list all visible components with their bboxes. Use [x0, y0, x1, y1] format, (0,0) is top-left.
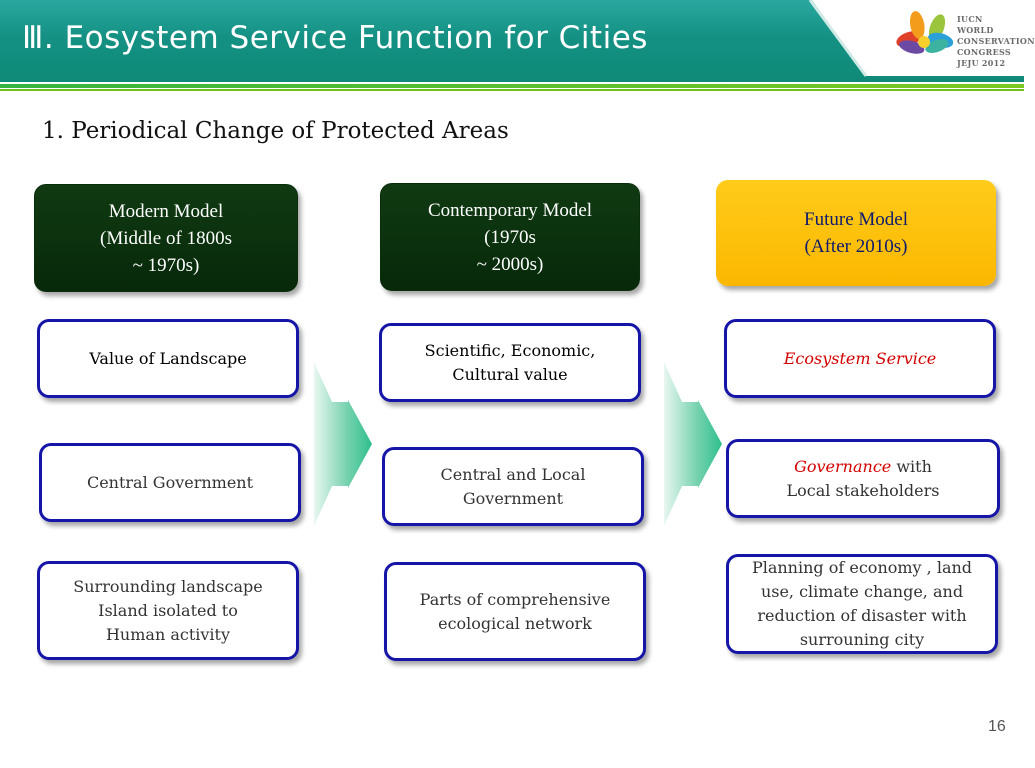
logo-line-iucn: IUCN	[957, 14, 983, 24]
arrow-right-icon	[662, 360, 724, 528]
modern-item-landscape-line2: Island isolated to	[98, 600, 238, 620]
logo-line-congress: CONGRESS	[957, 47, 1012, 57]
contemporary-item-governance-line1: Central and Local	[440, 464, 586, 484]
future-model-box	[716, 180, 996, 286]
contemporary-item-value-line2: Cultural value	[452, 364, 568, 384]
modern-item-landscape	[37, 561, 299, 660]
header-divider-thin	[0, 89, 1024, 91]
contemporary-item-network-line1: Parts of comprehensive	[419, 589, 611, 609]
modern-model-box	[34, 184, 298, 292]
modern-item-value	[37, 319, 299, 398]
modern-model-period-end: ~ 1970s)	[132, 254, 200, 276]
contemporary-item-value-line1: Scientific, Economic,	[424, 340, 596, 360]
modern-model-title: Modern Model	[108, 200, 224, 222]
contemporary-item-governance-line2: Government	[462, 488, 564, 508]
contemporary-item-network-line2: ecological network	[438, 613, 592, 633]
contemporary-model-box	[380, 183, 640, 291]
contemporary-model-period-start: (1970s	[484, 226, 536, 248]
future-item-planning	[726, 554, 998, 654]
governance-emphasis: Governance	[794, 456, 892, 476]
future-model-title: Future Model	[804, 209, 908, 230]
slide-title: Ⅲ. Eosystem Service Function for Cities	[22, 20, 648, 56]
planning-line1: Planning of economy , land	[751, 558, 973, 577]
future-model-period: (After 2010s)	[804, 236, 908, 257]
logo-line-conservation: CONSERVATION	[957, 36, 1035, 46]
logo-wordmark	[957, 14, 1035, 69]
contemporary-item-network	[384, 562, 646, 661]
contemporary-model-period-end: ~ 2000s)	[476, 253, 544, 275]
planning-line2: use, climate change, and	[760, 582, 964, 601]
future-item-service-text: Ecosystem Service	[783, 348, 937, 368]
modern-item-governance	[39, 443, 301, 522]
planning-line3: reduction of disaster with	[757, 606, 967, 625]
governance-with: with	[891, 456, 932, 476]
logo-line-jeju: JEJU 2012	[957, 58, 1006, 68]
governance-stakeholders: Local stakeholders	[786, 480, 940, 500]
future-item-governance	[726, 439, 1000, 518]
section-heading: 1. Periodical Change of Protected Areas	[42, 118, 509, 144]
logo-line-world: WORLD	[957, 25, 994, 35]
modern-item-landscape-line1: Surrounding landscape	[73, 576, 263, 596]
modern-model-period-start: (Middle of 1800s	[100, 227, 232, 249]
page-number: 16	[988, 718, 1006, 735]
contemporary-item-value	[379, 323, 641, 402]
future-item-service	[724, 319, 996, 398]
modern-item-governance-text: Central Government	[86, 472, 254, 492]
header-divider	[0, 84, 1024, 88]
planning-line4: surrouning city	[799, 630, 925, 649]
arrow-right-icon	[312, 360, 374, 528]
modern-item-value-text: Value of Landscape	[89, 348, 247, 368]
contemporary-model-title: Contemporary Model	[427, 199, 593, 221]
modern-item-landscape-line3: Human activity	[105, 624, 230, 644]
contemporary-item-governance	[382, 447, 644, 526]
